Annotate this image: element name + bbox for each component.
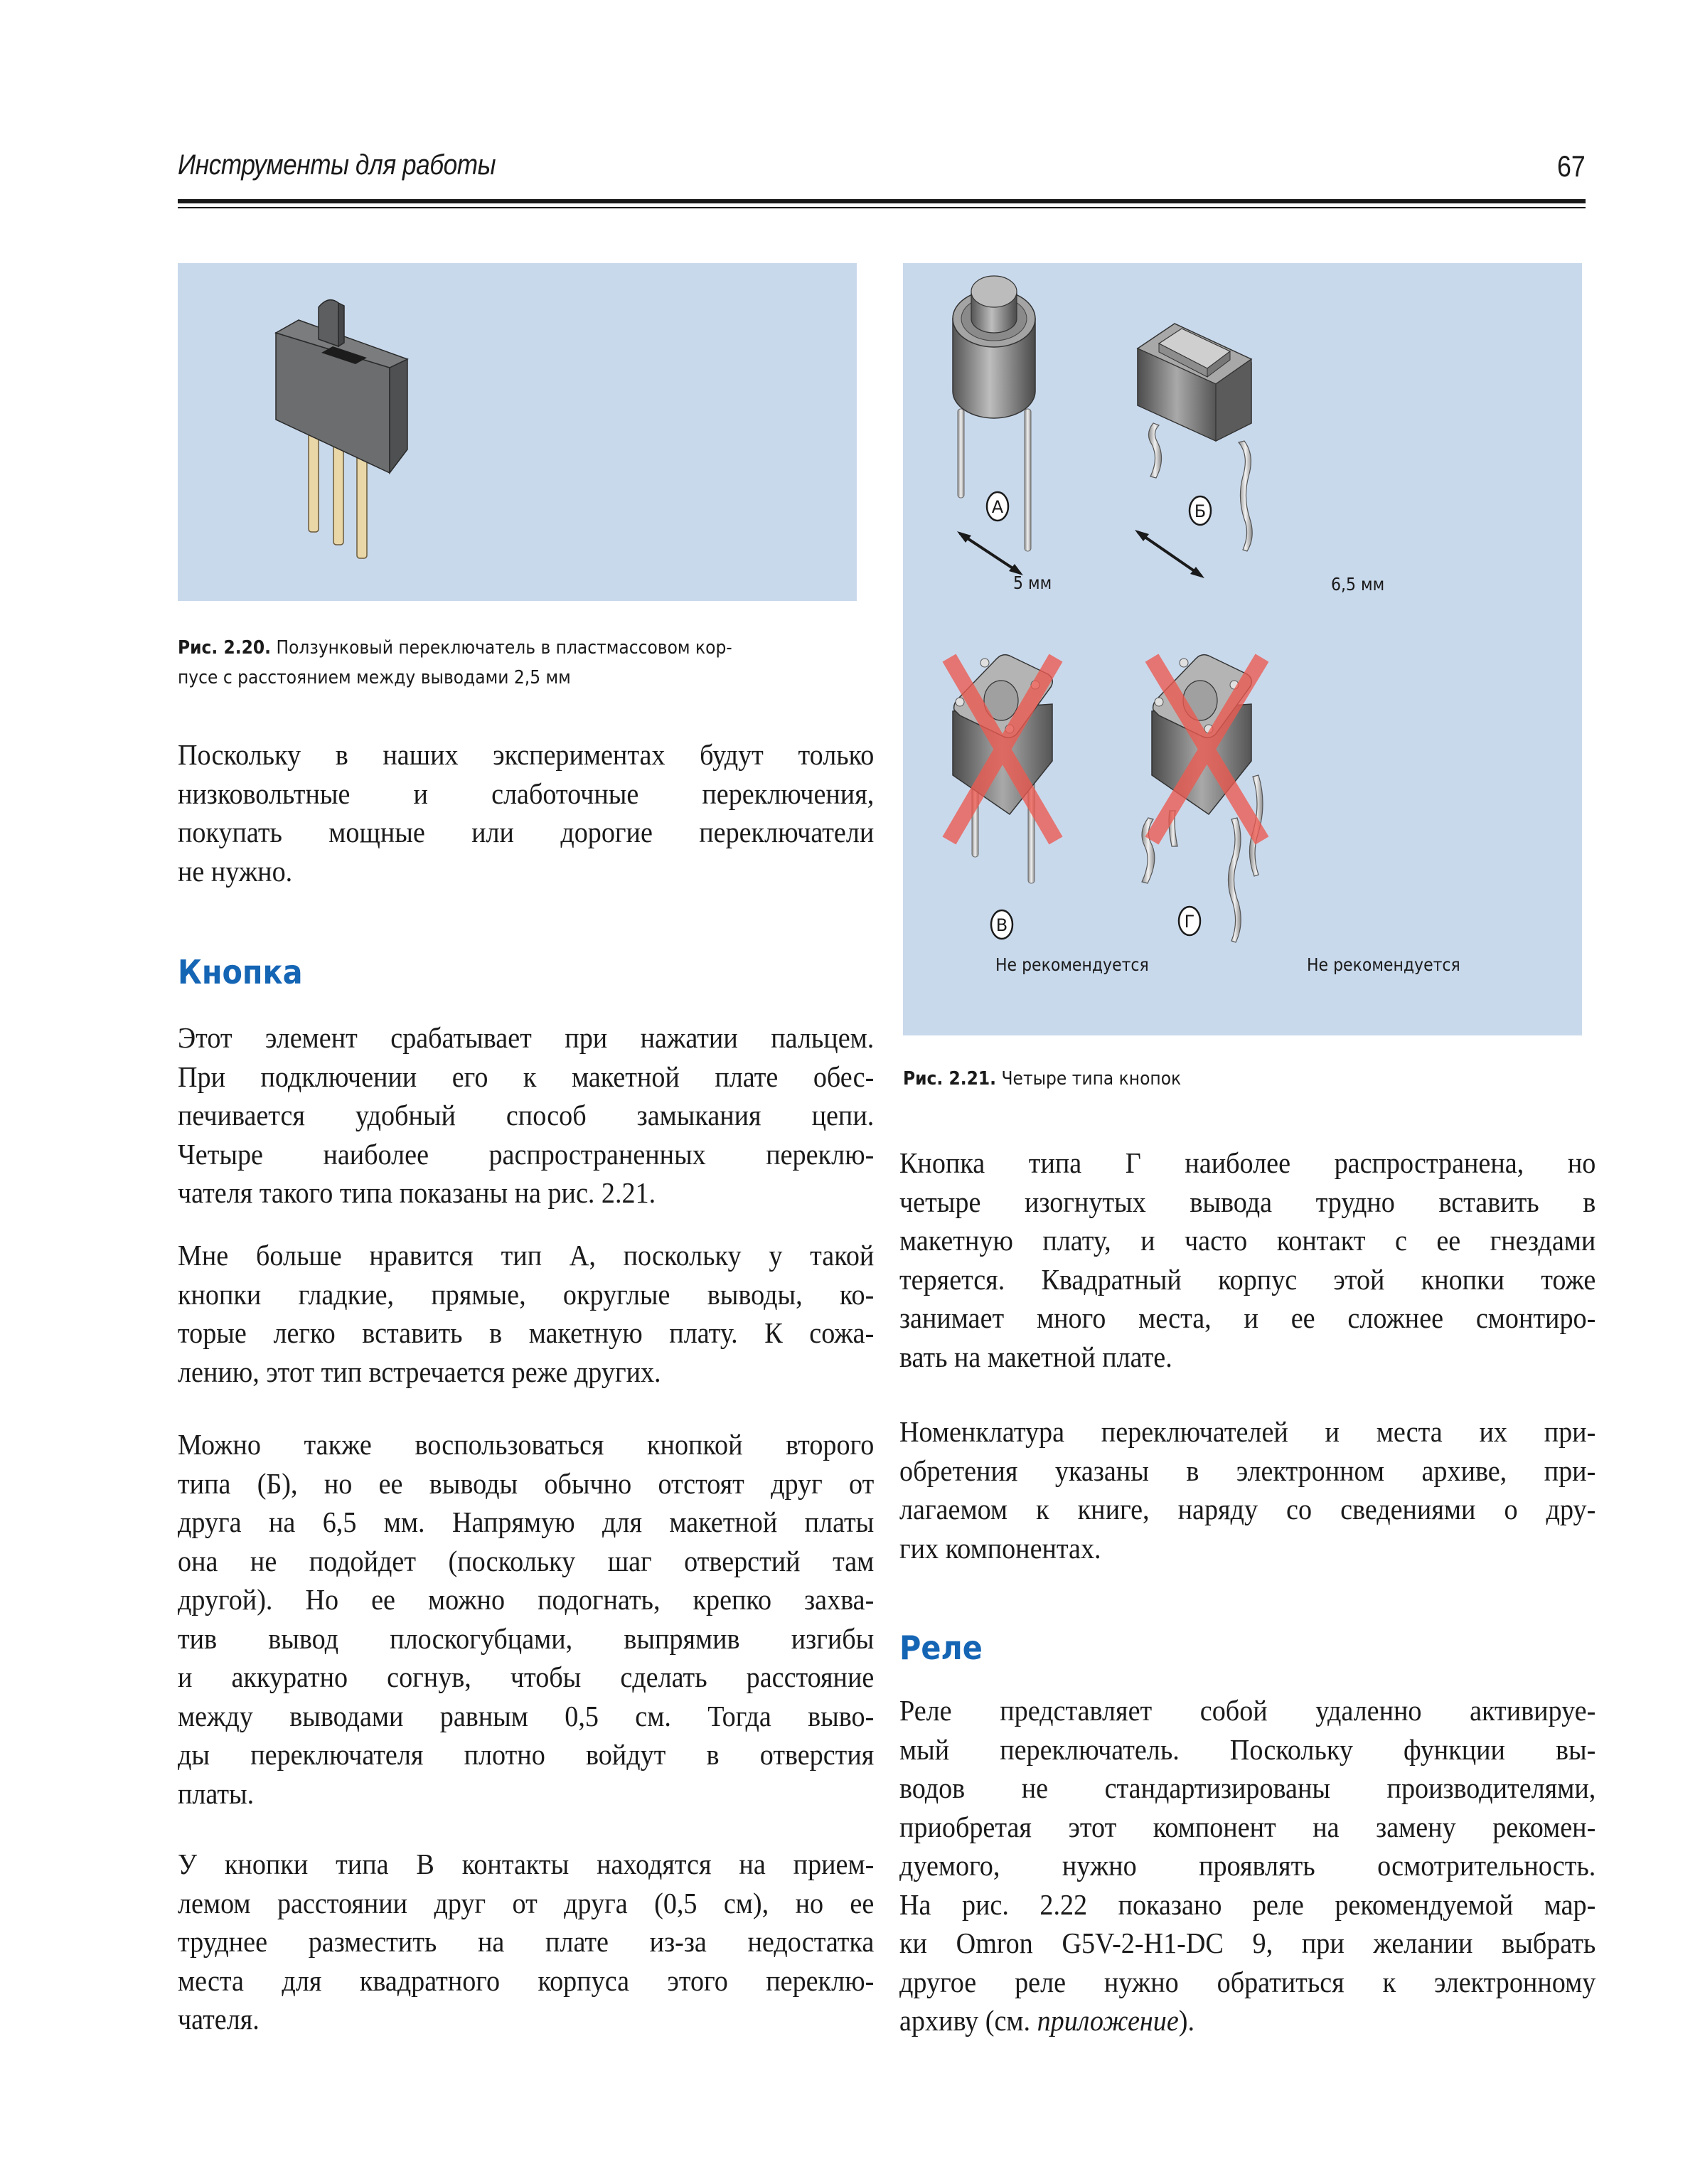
text-line: мый переключатель. Поскольку функции вы- <box>899 1732 1596 1766</box>
running-title: Инструменты для работы <box>178 149 496 181</box>
switch-lever <box>319 300 344 346</box>
text-line: Поскольку в наших экспериментах будут только <box>178 738 875 771</box>
button-types-illustration <box>903 263 1582 1035</box>
text-line: Четыре наиболее распространенных переклю- <box>178 1137 875 1171</box>
text-line-last <box>899 2001 1596 2040</box>
badge-v-letter: В <box>995 915 1008 935</box>
figure-2-20-caption <box>178 633 875 693</box>
figure-2-21-button-types <box>903 263 1582 1035</box>
text-line: Кнопка типа Г наиболее распространена, но <box>899 1146 1596 1179</box>
text-fragment: ). <box>1178 2004 1195 2037</box>
text-line: другой). Но ее можно подогнать, крепко захва- <box>178 1583 875 1616</box>
badge-g-letter: Г <box>1184 912 1195 932</box>
text-line: ки Omron G5V-2-H1-DC 9, при желании выбрать <box>899 1927 1596 1959</box>
badge-b <box>1190 496 1211 525</box>
text-line: гих компонентах. <box>899 1531 1101 1565</box>
relay-paragraph <box>899 1691 1596 2040</box>
text-line: торые легко вставить в макетную плату. К сожа- <box>178 1316 875 1349</box>
text-line: кнопки гладкие, прямые, округлые выводы, ко- <box>178 1277 875 1311</box>
text-line: занимает много места, и ее сложнее смонтиро- <box>899 1301 1596 1334</box>
button-paragraph-1 <box>178 1018 875 1213</box>
text-line: теряется. Квадратный корпус этой кнопки тоже <box>899 1262 1596 1296</box>
button-paragraph-4 <box>178 1845 875 2039</box>
text-line: тив вывод плоскогубцами, выпрямив изгибы <box>178 1621 875 1655</box>
header-rule-thick <box>178 199 1586 203</box>
figure-2-20-slide-switch <box>178 263 857 601</box>
text-line: не нужно. <box>178 854 293 888</box>
text-line: чателя. <box>178 2003 260 2035</box>
appendix-reference: приложение <box>1037 2004 1179 2037</box>
text-line: лемом расстоянии друг от друга (0,5 см), но ее <box>178 1886 875 1919</box>
text-line: Можно также воспользоваться кнопкой второго <box>178 1428 875 1461</box>
caption-line: пусе с расстоянием между выводами 2,5 мм <box>178 667 571 688</box>
badge-a <box>987 492 1008 521</box>
header-rule-thin <box>178 207 1586 208</box>
caption-text: Четыре типа кнопок <box>1001 1068 1182 1090</box>
text-line: друга на 6,5 мм. Напрямую для макетной платы <box>178 1506 875 1538</box>
text-line: водов не стандартизированы производителями, <box>899 1772 1596 1804</box>
text-line: приобретая этот компонент на замену рекомен- <box>899 1810 1596 1843</box>
dimension-label-a: 5 мм <box>1013 572 1052 593</box>
badge-g <box>1179 907 1200 935</box>
text-fragment: архиву (см. <box>899 2004 1037 2037</box>
right-paragraph-2 <box>899 1412 1596 1567</box>
caption-label: Рис. 2.21. <box>903 1068 997 1090</box>
text-line: типа (Б), но ее выводы обычно отстоят друг от <box>178 1466 875 1500</box>
text-line: между выводами равным 0,5 см. Тогда выво- <box>178 1699 875 1732</box>
text-line: У кнопки типа В контакты находятся на прием- <box>178 1848 875 1880</box>
text-line: дуемого, нужно проявлять осмотрительность. <box>899 1849 1596 1882</box>
badge-v <box>991 910 1012 939</box>
text-line: На рис. 2.22 показано реле рекомендуемой мар- <box>899 1887 1596 1921</box>
text-line: покупать мощные или дорогие переключатели <box>178 816 875 848</box>
badge-a-letter: А <box>991 497 1004 517</box>
switch-body-side <box>390 359 407 473</box>
text-line: Номенклатура переключателей и места их при- <box>899 1415 1596 1448</box>
badge-b-letter: Б <box>1194 501 1207 521</box>
text-line: другое реле нужно обратиться к электронному <box>899 1965 1596 1998</box>
text-line: места для квадратного корпуса этого переклю- <box>178 1964 875 1997</box>
text-line: труднее разместить на плате из-за недостатка <box>178 1925 875 1958</box>
text-line: печивается удобный способ замыкания цепи. <box>178 1099 875 1131</box>
text-line: чателя такого типа показаны на рис. 2.21. <box>178 1176 656 1209</box>
text-line: низковольтные и слаботочные переключения, <box>178 777 875 810</box>
not-recommended-label-v: Не рекомендуется <box>995 954 1149 975</box>
figure-2-21-caption <box>903 1064 1543 1094</box>
text-line: Реле представляет собой удаленно активируе- <box>899 1694 1596 1727</box>
text-line: макетную плату, и часто контакт с ее гнездами <box>899 1224 1596 1257</box>
caption-label: Рис. 2.20. <box>178 637 272 659</box>
button-paragraph-3 <box>178 1425 875 1813</box>
text-line: При подключении его к макетной плате обес- <box>178 1060 875 1093</box>
text-line: она не подойдет (поскольку шаг отверстий там <box>178 1544 875 1577</box>
text-line: четыре изогнутых вывода трудно вставить в <box>899 1185 1596 1218</box>
text-line: Мне больше нравится тип А, поскольку у такой <box>178 1239 875 1272</box>
intro-paragraph <box>178 735 875 890</box>
left-column <box>178 735 875 890</box>
caption-line: Ползунковый переключатель в пластмассовом кор- <box>276 637 732 659</box>
running-header <box>178 149 1586 192</box>
right-paragraph-1 <box>899 1144 1596 1376</box>
text-line: и аккуратно согнув, чтобы сделать расстояние <box>178 1661 875 1693</box>
text-line: ды переключателя плотно войдут в отверстия <box>178 1738 875 1771</box>
text-line: лагаемом к книге, наряду со сведениями о дру- <box>899 1493 1596 1525</box>
slide-switch-illustration <box>178 263 857 601</box>
dimension-arrow-a <box>957 531 1023 575</box>
not-recommended-label-g: Не рекомендуется <box>1307 954 1460 975</box>
text-line: вать на макетной плате. <box>899 1340 1172 1373</box>
text-line: лению, этот тип встречается реже других. <box>178 1355 661 1388</box>
dimension-label-b: 6,5 мм <box>1331 574 1385 595</box>
section-heading-relay: Реле <box>899 1629 983 1667</box>
text-line: обретения указаны в электронном архиве, при- <box>899 1454 1596 1487</box>
page-number: 67 <box>1557 149 1586 183</box>
section-heading-button: Кнопка <box>178 953 303 991</box>
dimension-arrow-b <box>1135 530 1204 578</box>
button-paragraph-2 <box>178 1236 875 1391</box>
text-line: Этот элемент срабатывает при нажатии пальцем. <box>178 1021 875 1054</box>
text-line: платы. <box>178 1777 255 1810</box>
